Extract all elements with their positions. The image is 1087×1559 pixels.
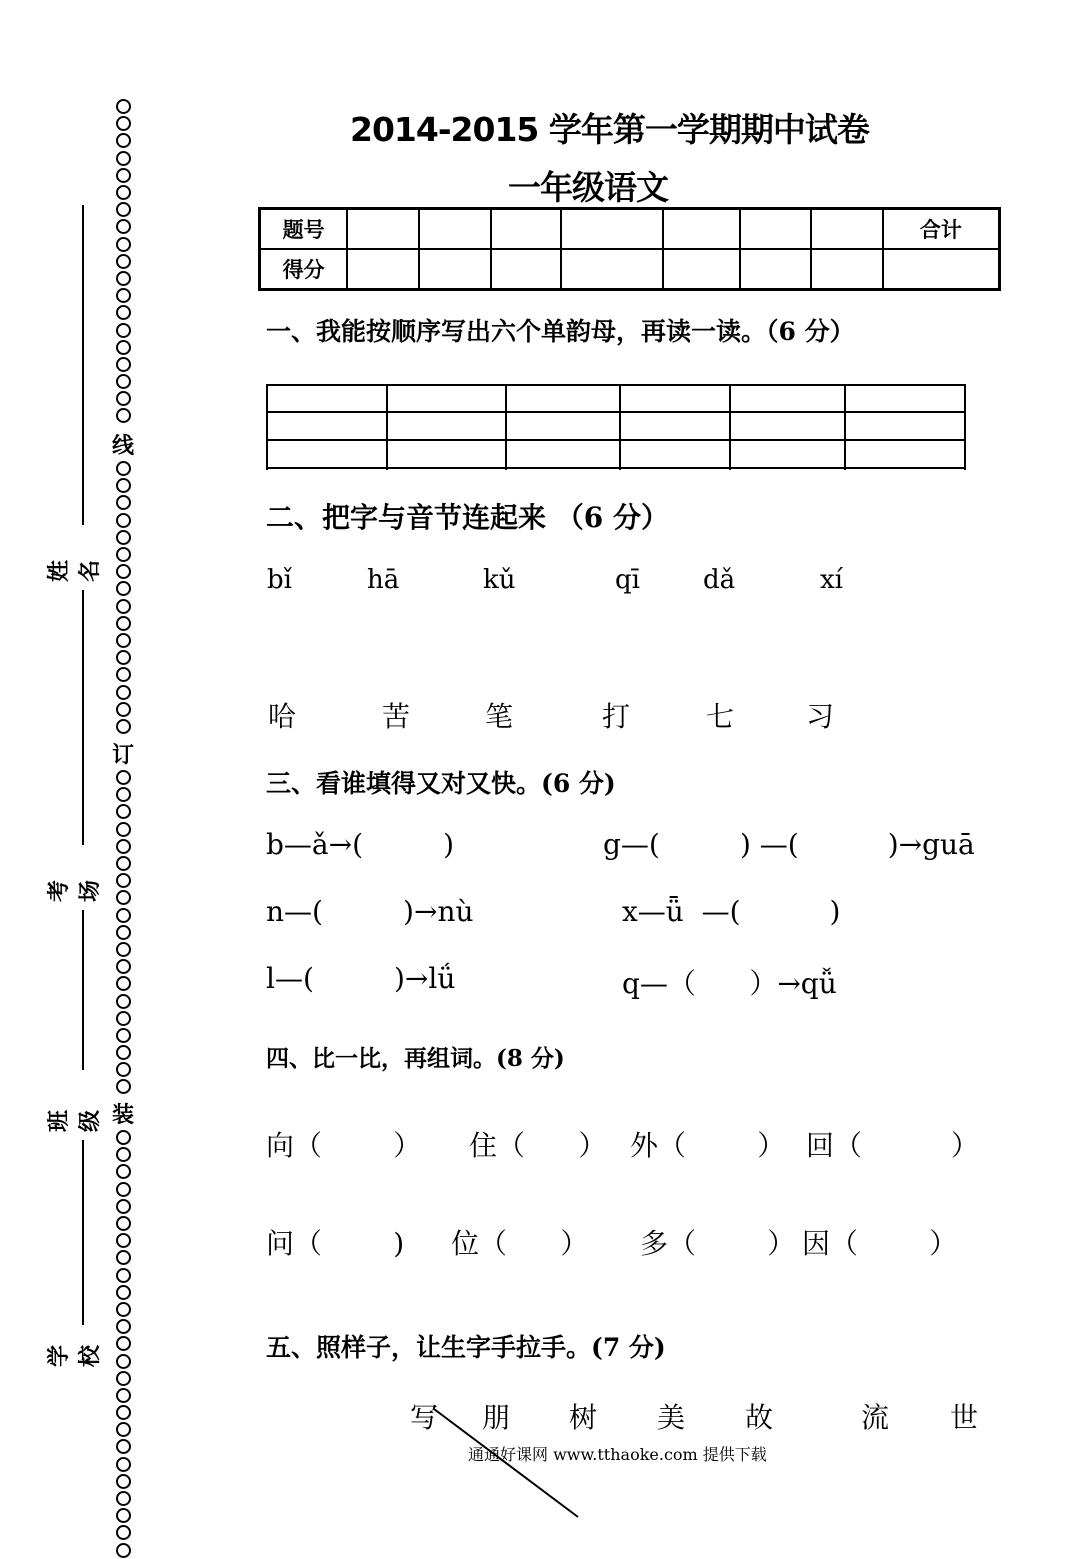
q4-blank[interactable]: 住（ ） [469, 1129, 607, 1162]
q4-blank[interactable]: 位（ ） [451, 1227, 589, 1260]
binding-ring [116, 1422, 131, 1437]
q5-char: 美 [657, 1401, 686, 1434]
binding-ring [116, 1405, 131, 1420]
binding-rings-top [108, 98, 138, 425]
name-underline [82, 205, 84, 525]
binding-ring [116, 1079, 131, 1094]
q1-writing-grid[interactable] [266, 384, 966, 470]
binding-ring [116, 1336, 131, 1351]
binding-ring [116, 1354, 131, 1369]
binding-ring [116, 1147, 131, 1162]
footer-text: 通通好课网 www.tthaoke.com 提供下载 [468, 1445, 767, 1464]
binding-ring [116, 1250, 131, 1265]
binding-ring [116, 530, 131, 545]
exam-subtitle: 一年级语文 [508, 168, 668, 207]
binding-ring [116, 219, 131, 234]
binding-ring [116, 1319, 131, 1334]
q4-blank[interactable]: 多（ ） [640, 1227, 796, 1260]
binding-ring [116, 513, 131, 528]
binding-ring [116, 1182, 131, 1197]
q4-title: 四、比一比，再组词。(8 分) [266, 1045, 565, 1072]
binding-ring [116, 1130, 131, 1145]
binding-ring [116, 1062, 131, 1077]
q2-char: 苦 [382, 700, 411, 733]
q5-char: 写 [410, 1401, 439, 1434]
binding-ring [116, 1457, 131, 1472]
binding-ring [116, 1388, 131, 1403]
q4-blank[interactable]: 向（ ） [266, 1129, 422, 1162]
binding-ring [116, 787, 131, 802]
score-input-cell[interactable] [663, 249, 741, 290]
binding-ring [116, 271, 131, 286]
binding-ring [116, 1525, 131, 1540]
exam-room-underline [82, 590, 84, 845]
q2-pinyin: dǎ [703, 565, 736, 595]
school-underline [82, 1140, 84, 1325]
binding-ring [116, 1371, 131, 1386]
binding-ring [116, 702, 131, 717]
binding-ring [116, 1045, 131, 1060]
question-number-label: 题号 [260, 209, 348, 250]
binding-ring [116, 391, 131, 406]
binding-ring [116, 633, 131, 648]
binding-ring [116, 976, 131, 991]
q2-pinyin: xí [820, 565, 843, 595]
q5-char: 故 [745, 1401, 774, 1434]
q2-char: 哈 [268, 700, 297, 733]
binding-ring [116, 1199, 131, 1214]
binding-ring [116, 581, 131, 596]
binding-ring [116, 99, 131, 114]
binding-ring [116, 685, 131, 700]
binding-ring [116, 1543, 131, 1558]
q5-char: 流 [861, 1401, 890, 1434]
binding-ring [116, 599, 131, 614]
binding-ring [116, 305, 131, 320]
score-cell [561, 209, 663, 250]
binding-ring [116, 804, 131, 819]
binding-ring [116, 873, 131, 888]
binding-ring [116, 1164, 131, 1179]
score-input-cell[interactable] [347, 249, 419, 290]
total-input-cell[interactable] [883, 249, 1000, 290]
binding-ring [116, 650, 131, 665]
class-label: 班级 [47, 1110, 103, 1133]
binding-ring [116, 151, 131, 166]
binding-ring [116, 770, 131, 785]
binding-ring [116, 1285, 131, 1300]
binding-ring [116, 116, 131, 131]
binding-ring [116, 374, 131, 389]
binding-ring [116, 1474, 131, 1489]
binding-char-ding [108, 743, 138, 769]
binding-ring [116, 1491, 131, 1506]
binding-rings-lower [108, 769, 138, 1096]
q3-item[interactable]: x—ǖ —( ) [622, 895, 841, 928]
binding-char: 订 [111, 743, 134, 768]
q2-pinyin: kǔ [483, 565, 516, 595]
score-cell [740, 209, 811, 250]
binding-ring [116, 839, 131, 854]
binding-char: 装 [111, 1103, 134, 1128]
q3-item[interactable]: b—ǎ→( ) [266, 828, 455, 861]
score-input-cell[interactable] [811, 249, 883, 290]
binding-ring [116, 478, 131, 493]
binding-ring [116, 616, 131, 631]
score-cell [663, 209, 741, 250]
binding-ring [116, 856, 131, 871]
school-label: 学校 [47, 1345, 103, 1368]
q1-title: 一、我能按顺序写出六个单韵母，再读一读。（6 分） [266, 317, 855, 346]
binding-ring [116, 133, 131, 148]
total-label: 合计 [883, 209, 1000, 250]
q4-blank[interactable]: 因（ ） [802, 1227, 958, 1260]
exam-title: 2014-2015 学年第一学期期中试卷 [350, 110, 869, 149]
score-cell [491, 209, 562, 250]
binding-ring [116, 667, 131, 682]
q2-char: 笔 [485, 700, 514, 733]
exam-room-label: 考场 [47, 880, 103, 903]
q2-pinyin: bǐ [267, 565, 292, 595]
binding-ring [116, 564, 131, 579]
binding-ring [116, 925, 131, 940]
binding-rings-middle [108, 460, 138, 735]
q2-title: 二、把字与音节连起来 （6 分） [266, 501, 669, 534]
q4-blank[interactable]: 问（ ) [266, 1227, 405, 1260]
binding-ring [116, 547, 131, 562]
binding-ring [116, 1011, 131, 1026]
score-table [258, 207, 1001, 291]
score-cell [811, 209, 883, 250]
q2-char: 打 [602, 700, 631, 733]
score-label: 得分 [260, 249, 348, 290]
binding-ring [116, 1233, 131, 1248]
q2-pinyin: qī [615, 565, 640, 595]
q2-pinyin: hā [367, 565, 400, 595]
binding-rings-bottom [108, 1129, 138, 1559]
binding-ring [116, 408, 131, 423]
binding-ring [116, 994, 131, 1009]
binding-ring [116, 237, 131, 252]
binding-ring [116, 1268, 131, 1283]
binding-margin [108, 98, 138, 1470]
q3-title: 三、看谁填得又对又快。(6 分) [266, 769, 616, 798]
q3-item[interactable]: n—( )→nù [266, 895, 474, 928]
binding-char-zhuang [108, 1103, 138, 1129]
name-label: 姓名 [47, 560, 103, 583]
binding-ring [116, 822, 131, 837]
binding-ring [116, 1508, 131, 1523]
q3-item[interactable]: l—( )→lǘ [266, 962, 456, 995]
class-underline [82, 910, 84, 1070]
binding-ring [116, 254, 131, 269]
score-input-cell[interactable] [740, 249, 811, 290]
binding-ring [116, 890, 131, 905]
binding-ring [116, 1439, 131, 1454]
score-cell [419, 209, 491, 250]
binding-ring [116, 323, 131, 338]
score-input-cell[interactable] [491, 249, 562, 290]
binding-ring [116, 1216, 131, 1231]
q4-blank[interactable]: 外（ ） [630, 1129, 786, 1162]
binding-ring [116, 202, 131, 217]
q2-char: 习 [806, 700, 835, 733]
binding-ring [116, 959, 131, 974]
q4-blank[interactable]: 回（ ） [806, 1129, 980, 1162]
binding-ring [116, 495, 131, 510]
binding-ring [116, 168, 131, 183]
binding-ring [116, 942, 131, 957]
q3-item[interactable]: q—（ ）→qǚ [622, 967, 837, 1000]
q5-example-line [430, 1405, 590, 1525]
binding-ring [116, 288, 131, 303]
binding-ring [116, 340, 131, 355]
binding-ring [116, 908, 131, 923]
binding-char: 线 [111, 434, 134, 459]
q5-title: 五、照样子，让生字手拉手。(7 分) [266, 1333, 666, 1362]
binding-char-line [108, 434, 138, 460]
score-input-cell[interactable] [561, 249, 663, 290]
score-input-cell[interactable] [419, 249, 491, 290]
score-table-header-row [260, 209, 1000, 250]
q5-char: 朋 [482, 1401, 511, 1434]
binding-ring [116, 185, 131, 200]
binding-ring [116, 357, 131, 372]
score-table-score-row [260, 249, 1000, 290]
q2-char: 七 [706, 700, 735, 733]
binding-ring [116, 461, 131, 476]
binding-ring [116, 1028, 131, 1043]
q3-item[interactable]: g—( ) —( )→guā [603, 828, 975, 861]
binding-ring [116, 719, 131, 734]
binding-ring [116, 1302, 131, 1317]
score-cell [347, 209, 419, 250]
q5-char: 世 [950, 1401, 979, 1434]
q5-char: 树 [569, 1401, 598, 1434]
